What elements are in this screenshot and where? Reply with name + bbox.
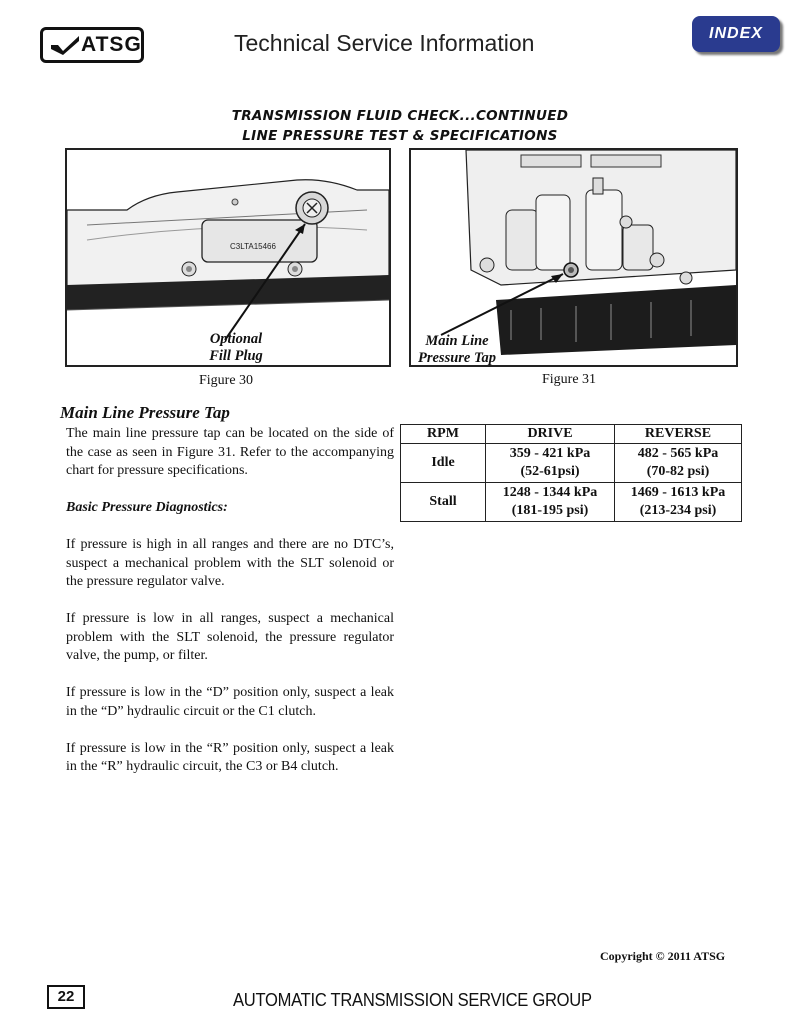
reverse-psi: (213-234 psi) (639, 503, 717, 518)
rpm-cell: Stall (401, 483, 486, 522)
table-row (401, 444, 742, 483)
figure-30-caption: Figure 30 (199, 373, 254, 388)
section-title-line1: TRANSMISSION FLUID CHECK...CONTINUED (231, 108, 569, 124)
reverse-kpa: 482 - 565 kPa (637, 446, 719, 461)
pressure-spec-table (400, 424, 742, 522)
figure-31-callout (412, 333, 502, 367)
diagnostics-subheading: Basic Pressure Diagnostics: (66, 500, 228, 515)
callout-line: Pressure Tap (417, 350, 496, 366)
diagnostic-paragraph: If pressure is low in the “D” position only, suspect a leak in the “D” hydraulic circuit or the C1 clutch. (66, 685, 394, 719)
drive-cell (486, 483, 615, 522)
callout-line: Fill Plug (209, 348, 263, 364)
column-header: DRIVE (486, 425, 615, 444)
case-marking: C3LTA15466 (230, 242, 276, 251)
callout-line: Main Line (425, 333, 489, 349)
index-button[interactable]: INDEX (692, 16, 780, 52)
column-header: REVERSE (615, 425, 742, 444)
reverse-cell (615, 444, 742, 483)
table-row (401, 483, 742, 522)
reverse-kpa: 1469 - 1613 kPa (630, 485, 726, 500)
diagnostic-paragraph: If pressure is high in all ranges and there are no DTC’s, suspect a mechanical problem with the SLT solenoid or the pressure regulator valve. (66, 537, 394, 589)
diagnostic-paragraph: If pressure is low in the “R” position only, suspect a leak in the “R” hydraulic circuit, the C3 or B4 clutch. (66, 740, 394, 774)
table-header-row (401, 425, 742, 444)
intro-paragraph: The main line pressure tap can be located on the side of the case as seen in Figure 31. Refer to the accompanying chart for pressure specifications. (66, 426, 394, 478)
reverse-cell (615, 483, 742, 522)
logo-text: ATSG (81, 33, 142, 56)
section-title-line2: LINE PRESSURE TEST & SPECIFICATIONS (242, 128, 558, 144)
footer-org-name: AUTOMATIC TRANSMISSION SERVICE GROUP (233, 990, 592, 1010)
figure-31-caption: Figure 31 (542, 372, 597, 387)
drive-psi: (52-61psi) (520, 464, 580, 479)
page-number: 22 (47, 985, 85, 1009)
column-header: RPM (401, 425, 486, 444)
rpm-cell: Idle (401, 444, 486, 483)
drive-psi: (181-195 psi) (511, 503, 589, 518)
diagnostic-paragraph: If pressure is low in all ranges, suspect a mechanical problem with the SLT solenoid, the pressure regulator valve, the pump, or filter. (66, 611, 394, 663)
figure-30-callout (178, 331, 294, 365)
drive-kpa: 359 - 421 kPa (509, 446, 591, 461)
callout-line: Optional (209, 331, 263, 347)
reverse-psi: (70-82 psi) (646, 464, 710, 479)
body-text (66, 425, 394, 795)
checkmark-logo-icon (50, 35, 80, 55)
main-heading: Main Line Pressure Tap (60, 403, 230, 422)
copyright: Copyright © 2011 ATSG (600, 949, 726, 963)
header-title: Technical Service Information (234, 30, 535, 56)
drive-kpa: 1248 - 1344 kPa (502, 485, 598, 500)
drive-cell (486, 444, 615, 483)
atsg-logo (40, 27, 144, 63)
